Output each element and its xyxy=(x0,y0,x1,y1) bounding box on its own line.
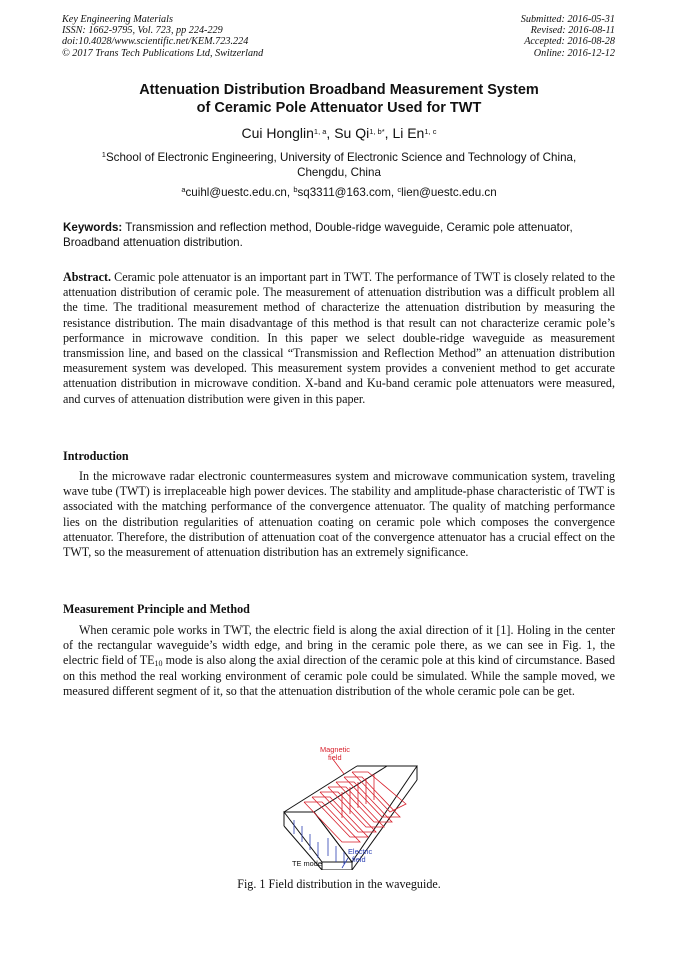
keywords-label: Keywords: xyxy=(63,221,123,234)
section-heading-introduction: Introduction xyxy=(63,449,129,463)
email-separator: , xyxy=(286,186,294,199)
author-name: Su Qi xyxy=(334,125,370,141)
magnetic-field-label xyxy=(320,746,350,762)
author-affil-mark: 1, b* xyxy=(369,127,385,136)
journal-info xyxy=(62,14,263,59)
waveguide-figure xyxy=(282,742,420,870)
publication-dates xyxy=(521,14,615,59)
magnetic-label-line-2: field xyxy=(328,753,342,762)
email-mark: b xyxy=(293,185,298,194)
section-heading-method: Measurement Principle and Method xyxy=(63,602,250,616)
author-list xyxy=(40,124,638,142)
author-emails xyxy=(40,185,638,200)
email-link[interactable]: sq3311@163.com xyxy=(297,186,391,199)
email-mark: c xyxy=(397,185,402,194)
paper-title xyxy=(40,81,638,117)
title-line-2: of Ceramic Pole Attenuator Used for TWT xyxy=(196,100,482,116)
author-affil-mark: 1, a xyxy=(313,127,327,136)
introduction-paragraph: In the microwave radar electronic countermeasures system and microwave communication system, traveling wave tube (TWT) is irreplaceable high power devices. The stability and amplitude-phase characteristic of TWT is associated with the matching performance of the convergence attenuator. The quality of matching performance lies on the distribution regularities of attenuation coating on ceramic pole which composes the convergence attenuator. Therefore, the distribution of attenuation coat of the convergence attenuator has a crucial effect on the TWT, so the measurement of attenuation distribution has an extremely significance. xyxy=(63,469,615,560)
affiliation-text: School of Electronic Engineering, University of Electronic Science and Technology of China, Chengdu, China xyxy=(105,151,577,179)
doi-line: doi:10.4028/www.scientific.net/KEM.723.224 xyxy=(62,36,249,48)
figure-caption: Fig. 1 Field distribution in the waveguide. xyxy=(237,877,441,891)
title-line-1: Attenuation Distribution Broadband Measurement System xyxy=(139,82,539,98)
author-name: Cui Honglin xyxy=(241,125,314,141)
author-affil-mark: 1, c xyxy=(424,127,437,136)
mode-subscript: 10 xyxy=(154,659,163,669)
submitted-date: Submitted: 2016-05-31 xyxy=(520,14,615,25)
method-text-part-2: mode is also along the axial direction of the ceramic pole at this kind of circumstance. Based on this method the real working environment of ceramic pole could be simulated. While the sample moved, we measured different segment of it, so that the attenuation distribution of the whole ceramic pole can be get. xyxy=(63,653,615,698)
journal-name: Key Engineering Materials xyxy=(62,14,173,25)
accepted-date: Accepted: 2016-08-28 xyxy=(524,36,615,48)
copyright-line: © 2017 Trans Tech Publications Ltd, Switzerland xyxy=(62,47,264,59)
issn-line: ISSN: 1662-9795, Vol. 723, pp 224-229 xyxy=(62,25,223,37)
abstract-label: Abstract. xyxy=(63,270,112,284)
abstract xyxy=(63,270,615,407)
revised-date: Revised: 2016-08-11 xyxy=(530,25,615,37)
method-text-part-1: When ceramic pole works in TWT, the electric field is along the axial direction of it [1]. Holing in the center of the rectangular waveguide’s width edge, and bring in the ceramic pole there, as we can see in Fig. 1, the electric field of TE xyxy=(63,623,615,668)
affiliation xyxy=(80,150,598,180)
email-link[interactable]: lien@uestc.edu.cn xyxy=(401,186,497,199)
author-name: Li En xyxy=(392,125,425,141)
email-separator: , xyxy=(390,186,398,199)
keywords xyxy=(63,221,615,250)
affiliation-mark: 1 xyxy=(101,150,106,159)
author-separator: , xyxy=(384,125,393,141)
email-link[interactable]: cuihl@uestc.edu.cn xyxy=(185,186,287,199)
electric-field-label xyxy=(348,848,372,864)
method-paragraph xyxy=(63,623,615,699)
keywords-text: Transmission and reflection method, Double-ridge waveguide, Ceramic pole attenuator, Broadband attenuation distribution. xyxy=(63,221,573,249)
author-separator: , xyxy=(326,125,335,141)
te-mode-label: TE mode xyxy=(292,859,322,868)
email-mark: a xyxy=(181,185,186,194)
electric-label-line-2: field xyxy=(352,855,366,864)
online-date: Online: 2016-12-12 xyxy=(533,47,615,59)
electric-label-line-1: Electric xyxy=(348,847,373,856)
magnetic-field-lines xyxy=(304,758,406,842)
magnetic-label-line-1: Magnetic xyxy=(320,745,350,754)
abstract-text: Ceramic pole attenuator is an important part in TWT. The performance of TWT is closely related to the attenuation distribution of ceramic pole. The measurement of attenuation distribution was a difficult problem all the time. The traditional measurement method of characterize the attenuation distribution by measuring the resistance distribution. The main disadvantage of this method is that result can not characterize ceramic pole’s performance in microwave condition. In this paper we select double-ridge waveguide as measurement transmission line, and based on the classical “Transmission and Reflection Method” an attenuation distribution measurement system was developed. This measurement system provides a convenient method to get accurate attenuation distribution in microwave condition. X-band and Ku-band ceramic pole attenuators were measured, and curves of attenuation distribution were given in this paper. xyxy=(63,270,615,406)
